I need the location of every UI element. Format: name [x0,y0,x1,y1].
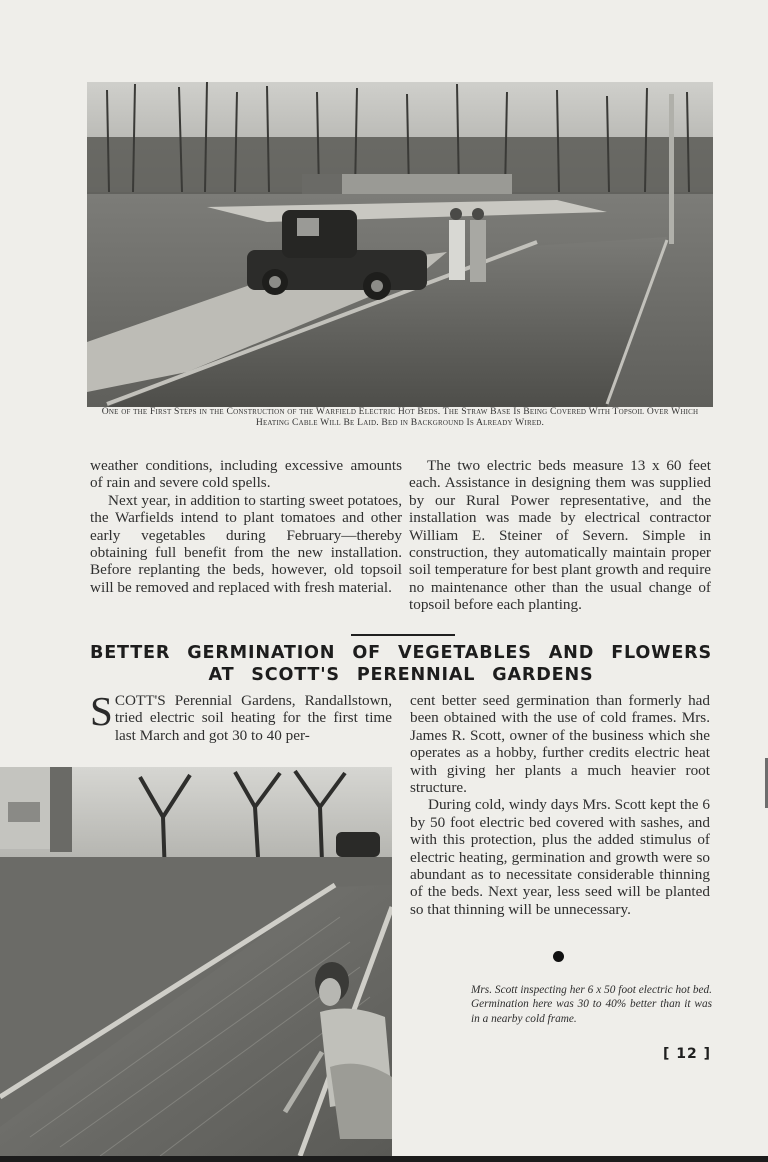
paragraph: The two electric beds measure 13 x 60 feet each. Assistance in designing them was supplied by our Rural Power representative, and the installation was made by electrical contractor William E. Steiner of Severn. Simple in construction, they automatically maintain proper soil temperature for best plant growth and require no maintenance other than the usual change of topsoil before each planting. [409,457,711,614]
headline-word: AND [548,643,595,663]
photo-scott-scene [0,767,392,1156]
lead-paragraph [90,688,392,744]
photo-caption-top: One of the First Steps in the Construction of the Warfield Electric Hot Beds. The Straw Base Is Being Covered With Topsoil Over Which Heating Cable Will Be Laid. Bed in Background Is Already Wired. [101,406,699,428]
headline-line-2: AT SCOTT'S PERENNIAL GARDENS [208,665,594,685]
article1-column-right [409,457,711,614]
section-divider [351,634,455,636]
page-bottom-edge [0,1156,768,1162]
headline-word: GERMINATION [187,643,336,663]
page-number: [ 12 ] [663,1046,712,1062]
section-bullet [553,951,564,962]
article1-column-left [90,457,402,596]
headline-word: OF [352,643,381,663]
photo-warfield-hot-beds [87,82,713,407]
article2-headline [90,642,712,686]
paragraph: weather conditions, including excessive amounts of rain and severe cold spells. [90,457,402,492]
article2-column-right [410,692,710,918]
lead-text: COTT'S Perennial Gardens, Randallstown, tried electric soil heating for the first time last March and got 30 to 40 per- [114,692,392,744]
headline-word: FLOWERS [611,643,712,663]
paragraph: During cold, windy days Mrs. Scott kept the 6 by 50 foot electric bed covered with sashes, and with this protection, plus the added stimulus of electric heating, germination and growth were so abundant as to necessitate considerable thinning of the beds. Next year, less seed will be planted so that thinning will be unnecessary. [410,796,710,918]
paragraph: cent better seed germination than formerly had been obtained with the use of cold frames. Mrs. James R. Scott, owner of the business which she operates as a hobby, further credits electric heat with giving her plants a much heavier root structure. [410,692,710,797]
drop-cap: S [90,688,113,734]
article2-lead-column [90,688,392,744]
headline-line-1 [90,642,712,664]
photo-warfield-scene [87,82,713,407]
photo-caption-bottom: Mrs. Scott inspecting her 6 x 50 foot electric hot bed. Germination here was 30 to 40% better than it was in a nearby cold frame. [471,984,712,1025]
headline-word: BETTER [90,643,171,663]
paragraph: Next year, in addition to starting sweet potatoes, the Warfields intend to plant tomatoes and other early vegetables during February—thereby obtaining full benefit from the new installation. Before replanting the beds, however, old topsoil will be removed and replaced with fresh material. [90,491,402,596]
headline-word: VEGETABLES [398,643,532,663]
photo-mrs-scott-hot-bed [0,767,392,1156]
